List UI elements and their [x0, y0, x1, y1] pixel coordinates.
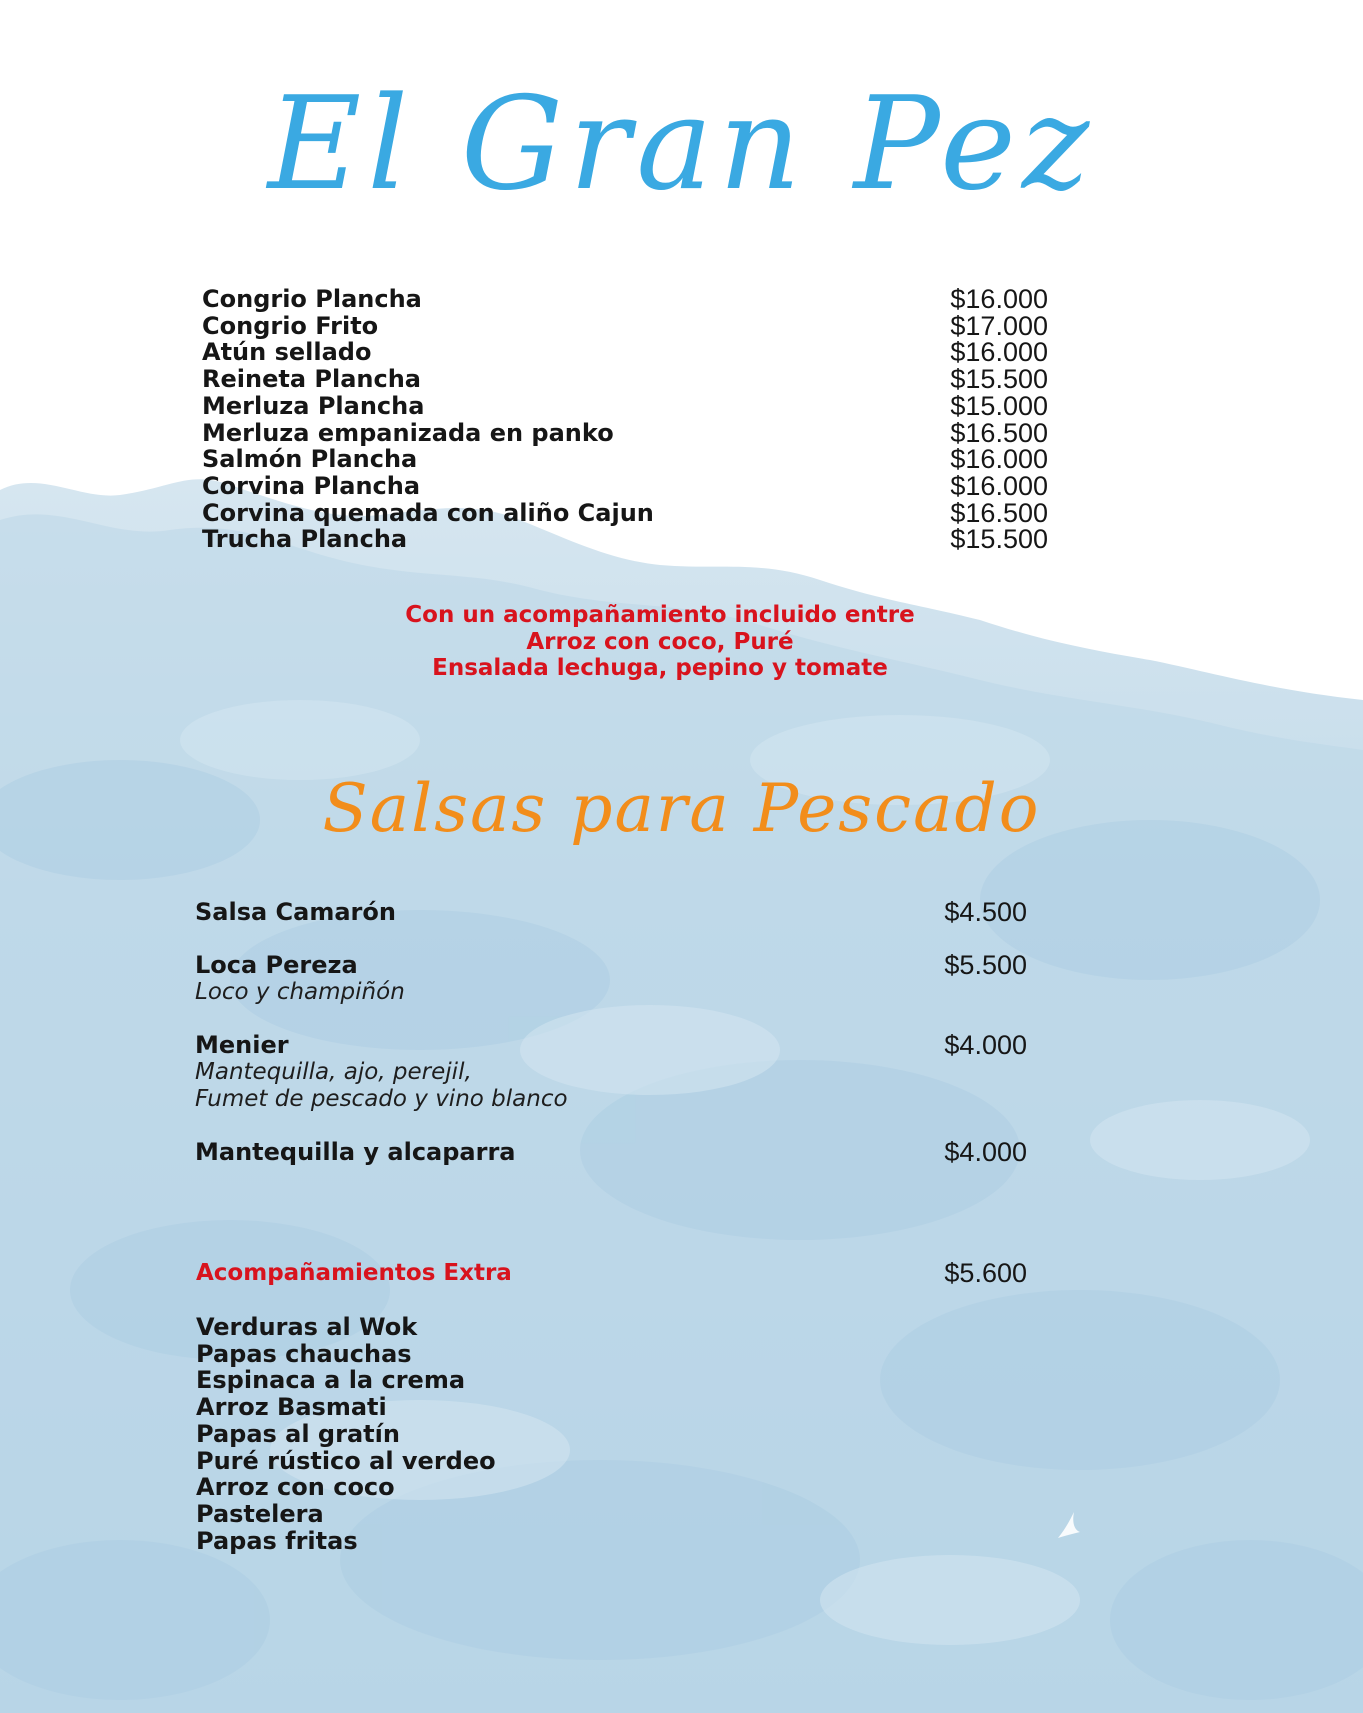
fish-item — [202, 286, 1048, 313]
fish-item — [202, 470, 1048, 501]
side-dish-note-line: Arroz con coco, Puré — [526, 628, 794, 655]
fish-item — [202, 339, 1048, 366]
side-dish-note-line: Ensalada lechuga, pepino y tomate — [432, 655, 888, 682]
extras-title: Acompañamientos Extra — [196, 1260, 512, 1286]
extra-item: Pastelera — [196, 1499, 324, 1528]
sauces-title: Salsas para Pescado — [322, 770, 1041, 847]
sauce-price: $4.500 — [944, 897, 1027, 927]
fish-item-price: $16.000 — [950, 470, 1048, 501]
sauce-price: $4.000 — [944, 1030, 1027, 1060]
sauce-item — [195, 899, 1027, 926]
fish-item-name: Corvina quemada con aliño Cajun — [202, 498, 654, 527]
extra-item: Verduras al Wok — [196, 1313, 418, 1341]
sauce-item — [195, 952, 1027, 1006]
fish-item-name: Corvina Plancha — [202, 471, 421, 500]
fish-item-name: Salmón Plancha — [202, 445, 418, 474]
fish-item-name: Trucha Plancha — [202, 525, 408, 554]
sauce-price: $5.500 — [944, 950, 1027, 980]
sauce-description: Fumet de pescado y vino blanco — [195, 1086, 568, 1112]
sauce-description: Loco y champiñón — [195, 979, 405, 1005]
fish-item-price: $15.500 — [950, 364, 1048, 395]
side-dish-note-line: Con un acompañamiento incluido entre — [405, 602, 915, 628]
fish-item — [202, 497, 1048, 528]
sauce-item — [195, 1139, 1027, 1166]
fish-item — [202, 310, 1048, 341]
fish-item-price: $15.500 — [950, 524, 1048, 555]
sauce-name: Mantequilla y alcaparra — [195, 1138, 516, 1166]
extra-item: Espinaca a la crema — [196, 1366, 466, 1395]
sauce-name: Salsa Camarón — [195, 898, 396, 926]
fish-item-name: Atún sellado — [202, 338, 372, 367]
fish-item-name: Congrio Frito — [202, 311, 379, 340]
fish-item — [202, 390, 1048, 421]
fish-item — [202, 446, 1048, 473]
fish-item — [202, 366, 1048, 393]
fish-item-price: $16.500 — [950, 417, 1048, 448]
fish-item-name: Merluza empanizada en panko — [202, 418, 614, 447]
fish-item-price: $16.000 — [950, 444, 1048, 475]
restaurant-title: El Gran Pez — [267, 70, 1096, 219]
sauce-price: $4.000 — [944, 1137, 1027, 1167]
fish-item-price: $16.000 — [950, 284, 1048, 314]
fish-item-price: $17.000 — [950, 310, 1048, 341]
sauce-name: Loca Pereza — [195, 951, 358, 979]
sauce-description: Mantequilla, ajo, perejil, — [195, 1059, 472, 1085]
fish-item — [202, 526, 1048, 553]
extra-item: Arroz Basmati — [196, 1393, 387, 1422]
extras-list — [196, 1314, 496, 1554]
sauce-name: Menier — [195, 1031, 289, 1059]
extra-item: Papas al gratín — [196, 1419, 400, 1448]
fish-item-price: $15.000 — [950, 390, 1048, 421]
fish-item-name: Merluza Plancha — [202, 391, 425, 420]
extra-item: Papas chauchas — [196, 1339, 412, 1368]
extra-item: Papas fritas — [196, 1526, 358, 1555]
extra-item: Puré rústico al verdeo — [196, 1446, 496, 1475]
extras-price: $5.600 — [944, 1258, 1027, 1288]
fish-item-name: Reineta Plancha — [202, 365, 421, 394]
fish-item-price: $16.500 — [950, 497, 1048, 528]
fish-item-name: Congrio Plancha — [202, 285, 422, 313]
fish-item — [202, 417, 1048, 448]
fish-item-price: $16.000 — [950, 337, 1048, 368]
extra-item: Arroz con coco — [196, 1473, 395, 1502]
sauce-item — [195, 1032, 1027, 1113]
